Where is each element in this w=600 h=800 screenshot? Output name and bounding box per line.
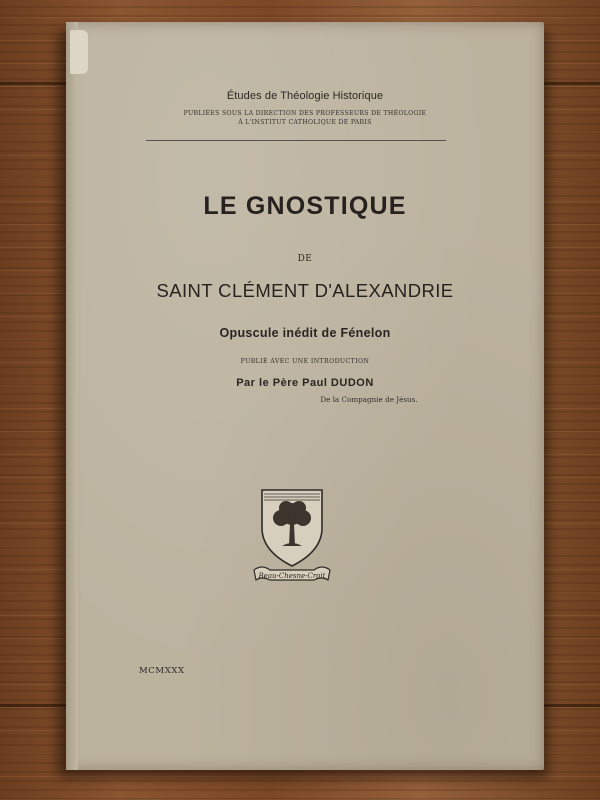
worn-corner — [70, 30, 88, 74]
book-cover — [66, 22, 544, 770]
series-line-1: PUBLIÉES SOUS LA DIRECTION DES PROFESSEURS DE THÉOLOGIE — [183, 110, 427, 117]
book-author: Par le Père Paul DUDON — [236, 377, 374, 389]
book-subject: SAINT CLÉMENT D'ALEXANDRIE — [156, 280, 454, 301]
publication-date: MCMXXX — [139, 666, 185, 676]
emblem-motto: Beau-Chesne-Croit — [258, 572, 326, 580]
publication-note: PUBLIÉ AVEC UNE INTRODUCTION — [240, 358, 370, 365]
publisher-emblem — [252, 484, 332, 584]
book-title: LE GNOSTIQUE — [203, 192, 407, 220]
horizontal-rule — [146, 140, 446, 141]
title-connector: DE — [297, 254, 313, 264]
book-spine-edge — [66, 22, 78, 770]
series-title: Études de Théologie Historique — [226, 90, 384, 102]
book-subtitle: Opuscule inédit de Fénelon — [219, 326, 391, 340]
series-line-2: À L'INSTITUT CATHOLIQUE DE PARIS — [238, 119, 372, 126]
author-affiliation: De la Compagnie de Jésus. — [320, 395, 418, 404]
